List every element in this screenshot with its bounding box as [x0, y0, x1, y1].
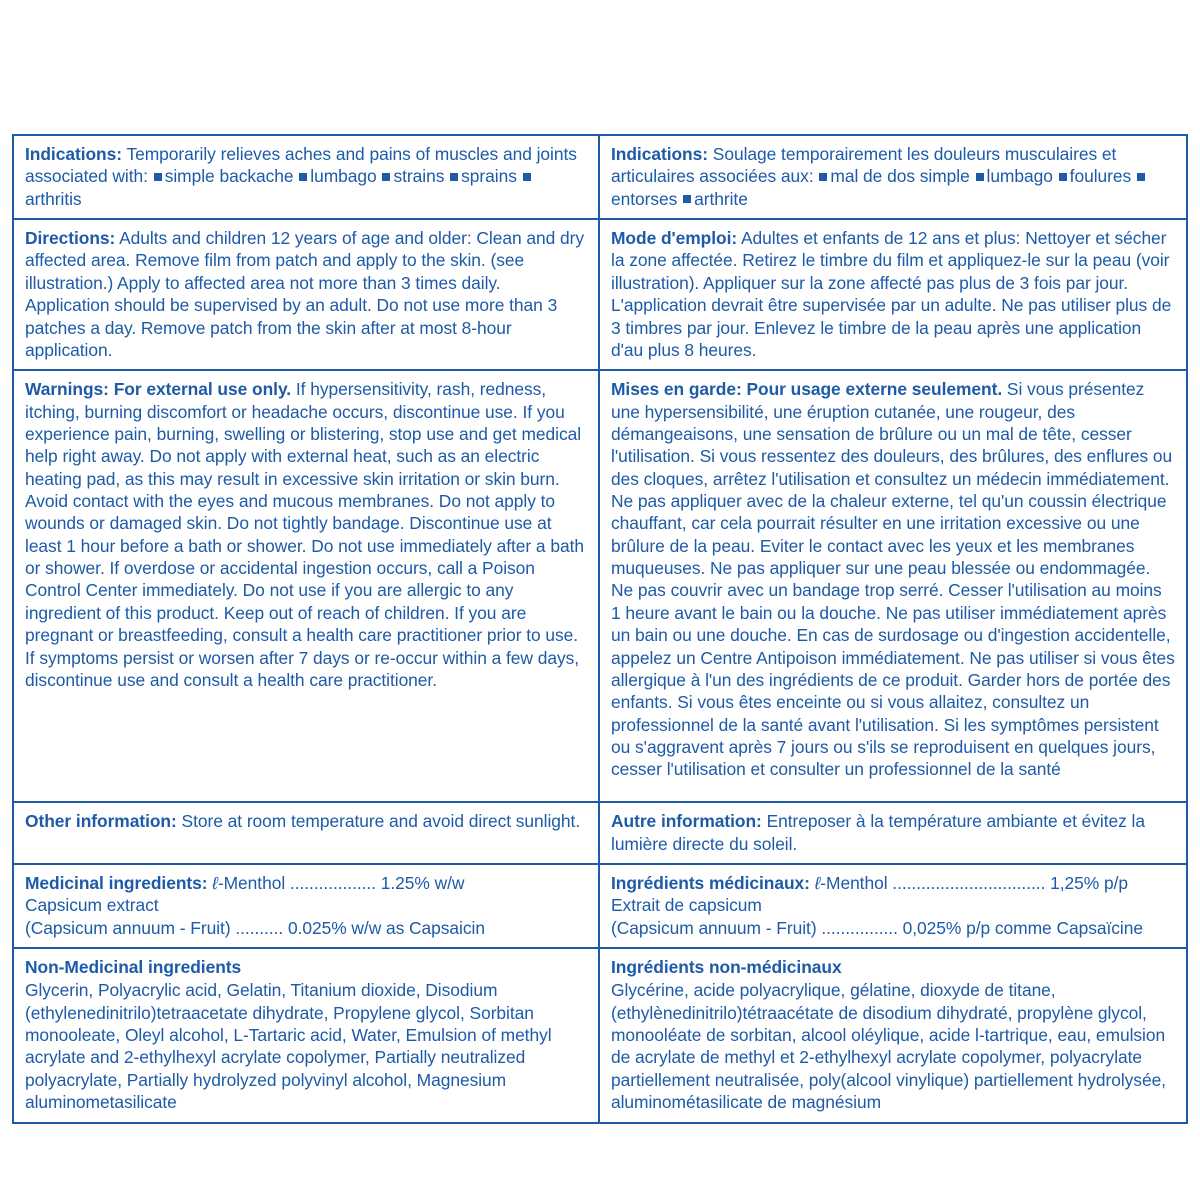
warnings-heading-fr: Mises en garde: Pour usage externe seulement.	[611, 379, 1003, 400]
section-indications	[14, 136, 1186, 220]
medicinal-french	[600, 865, 1186, 947]
indications-body-fr: Soulage temporairement les douleurs musculaires et articulaires associées aux:	[611, 144, 1117, 187]
warnings-body-fr: Si vous présentez une hypersensibilité, une éruption cutanée, une rougeur, des démangeaisons, une sensation de brûlure ou un mal de tête, cesser l'utilisation. Si vous ressentez des douleurs, des brûlures, des enflures ou des cloques, arrêtez l'utilisation et consultez un médecin immédiatement. Ne pas appliquer avec de la chaleur externe, tel qu'un coussin électrique chauffant, car cela pourrait résulter en une irritation excessive ou une brûlure de la peau. Eviter le contact avec les yeux et les membranes muqueuses. Ne pas appliquer sur une peau blessée ou endommagée. Ne pas couvrir avec un bandage trop serré. Cesser l'utilisation au moins 1 heure avant le bain ou la douche. Ne pas utiliser immédiatement après un bain ou une douche. En cas de surdosage ou d'ingestion accidentelle, appelez un Centre Antipoison immédiatement. Ne pas utiliser si vous êtes allergique à l'un des ingrédients de ce produit. Garder hors de portée des enfants. Si vous êtes enceinte ou si vous allaitez, consultez un professionnel de la santé avant l'utilisation. Si les symptômes persistent ou s'aggravent après 7 jours ou s'ils se reproduisent en quelques jours, cesser l'utilisation et consulter un professionnel de la santé	[611, 379, 1175, 780]
medicinal-heading-en: Medicinal ingredients:	[25, 872, 208, 893]
bullet-square-icon	[819, 173, 827, 181]
warnings-heading-en: Warnings: For external use only.	[25, 379, 292, 400]
indications-bullet-en-1: lumbago	[310, 166, 377, 187]
indications-bullet-fr-4: arthrite	[694, 188, 748, 209]
warnings-english	[14, 371, 600, 801]
indications-bullet-en-4: arthritis	[25, 188, 82, 209]
medicinal-english	[14, 865, 600, 947]
medicinal-line2-en: Capsicum extract	[25, 895, 159, 916]
section-warnings	[14, 371, 1186, 803]
indications-french	[600, 136, 1186, 218]
medicinal-line1-en: -Menthol .................. 1.25% w/w	[217, 872, 465, 893]
section-directions	[14, 220, 1186, 371]
non-medicinal-heading-en: Non-Medicinal ingredients	[25, 957, 242, 978]
other-information-body-fr: Entreposer à la température ambiante et évitez la lumière directe du soleil.	[611, 811, 1145, 854]
non-medicinal-body-fr: Glycérine, acide polyacrylique, gélatine, dioxyde de titane, (ethylènedinitrilo)tétraacétate de disodium dihydraté, propylène glycol, monooléate de sorbitan, alcool oléylique, acide l-tartrique, eau, emulsion de acrylate de methyl et 2-ethylhexyl acrylate copolymer, polyacrylate partiellement neutralisée, poly(alcool vinylique) partiellement hydrolysée, aluminométasilicate de magnésium	[611, 980, 1166, 1113]
other-information-english	[14, 803, 600, 863]
bullet-square-icon	[976, 173, 984, 181]
directions-heading-fr: Mode d'emploi:	[611, 228, 738, 249]
bullet-square-icon	[382, 173, 390, 181]
indications-bullet-fr-2: foulures	[1069, 166, 1132, 187]
medicinal-line3-en: (Capsicum annuum - Fruit) .......... 0.025% w/w as Capsaicin	[25, 917, 485, 938]
section-medicinal-ingredients	[14, 865, 1186, 949]
non-medicinal-body-en: Glycerin, Polyacrylic acid, Gelatin, Titanium dioxide, Disodium (ethylenedinitrilo)tetraacetate dihydrate, Propylene glycol, Sorbitan monooleate, Oleyl alcohol, L-Tartaric acid, Water, Emulsion of methyl acrylate and 2-ethylhexyl acrylate copolymer, Partially neutralized polyacrylate, Partially hydrolyzed polyvinyl alcohol, Magnesium aluminometasilicate	[25, 980, 552, 1113]
bullet-square-icon	[683, 195, 691, 203]
indications-bullet-en-3: sprains	[461, 166, 517, 187]
bullet-square-icon	[299, 173, 307, 181]
bullet-square-icon	[1059, 173, 1067, 181]
indications-heading-en: Indications:	[25, 144, 122, 164]
medicinal-line1-fr: -Menthol ................................ 1,25% p/p	[820, 872, 1128, 893]
non-medicinal-english	[14, 949, 600, 1122]
other-information-body-en: Store at room temperature and avoid direct sunlight.	[176, 811, 581, 832]
other-information-heading-en: Other information:	[25, 811, 177, 832]
directions-english	[14, 220, 600, 369]
indications-body-en: Temporarily relieves aches and pains of muscles and joints associated with:	[25, 144, 577, 187]
medicinal-line3-fr: (Capsicum annuum - Fruit) ................ 0,025% p/p comme Capsaïcine	[611, 917, 1143, 938]
indications-bullet-en-0: simple backache	[164, 166, 294, 187]
non-medicinal-french	[600, 949, 1186, 1122]
directions-french	[600, 220, 1186, 369]
indications-bullet-fr-3: entorses	[611, 188, 678, 209]
other-information-french	[600, 803, 1186, 863]
other-information-heading-fr: Autre information:	[611, 811, 762, 832]
medicinal-ell-symbol-en: ℓ	[212, 872, 218, 893]
indications-bullet-en-2: strains	[393, 166, 445, 187]
section-non-medicinal-ingredients	[14, 949, 1186, 1124]
directions-body-en: Adults and children 12 years of age and older: Clean and dry affected area. Remove film from patch and apply to the skin. (see illustration.) Apply to affected area not more than 3 times daily. Application should be supervised by an adult. Do not use more than 3 patches a day. Remove patch from the skin after at most 8-hour application.	[25, 228, 585, 360]
directions-heading-en: Directions:	[25, 228, 116, 249]
indications-english	[14, 136, 600, 218]
bullet-square-icon	[450, 173, 458, 181]
medicinal-heading-fr: Ingrédients médicinaux:	[611, 872, 810, 893]
directions-body-fr: Adultes et enfants de 12 ans et plus: Nettoyer et sécher la zone affectée. Retirez le timbre du film et appliquez-le sur la peau (voir illustration). Appliquer sur la zone affecté pas plus de 3 fois par jour. L'application devrait être supervisée par un adulte. Ne pas utiliser plus de 3 timbres par jour. Enlevez le timbre de la peau après une application d'au plus 8 heures.	[611, 228, 1172, 360]
warnings-french	[600, 371, 1186, 801]
bullet-square-icon	[154, 173, 162, 181]
warnings-body-en: If hypersensitivity, rash, redness, itching, burning discomfort or headache occurs, discontinue use. If you experience pain, burning, swelling or blistering, stop use and get medical help right away. Do not apply with external heat, such as an electric heating pad, as this may result in excessive skin irritation or skin burn. Avoid contact with the eyes and mucous membranes. Do not apply to wounds or damaged skin. Do not tightly bandage. Discontinue use at least 1 hour before a bath or shower. Do not use immediately after a bath or shower. If overdose or accidental ingestion occurs, call a Poison Control Center immediately. Do not use if you are allergic to any ingredient of this product. Keep out of reach of children. If you are pregnant or breastfeeding, consult a health care practitioner prior to use. If symptoms persist or worsen after 7 days or re-occur within a few days, discontinue use and consult a health care practitioner.	[25, 379, 584, 690]
bullet-square-icon	[523, 173, 531, 181]
indications-heading-fr: Indications:	[611, 144, 708, 164]
label-panel	[12, 134, 1188, 1124]
indications-bullet-fr-0: mal de dos simple	[830, 166, 970, 187]
non-medicinal-heading-fr: Ingrédients non-médicinaux	[611, 957, 842, 978]
medicinal-line2-fr: Extrait de capsicum	[611, 895, 762, 916]
section-other-information	[14, 803, 1186, 865]
medicinal-ell-symbol-fr: ℓ	[814, 872, 821, 893]
bullet-square-icon	[1137, 173, 1145, 181]
drug-facts-label	[12, 134, 1188, 1124]
indications-bullet-fr-1: lumbago	[986, 166, 1053, 187]
